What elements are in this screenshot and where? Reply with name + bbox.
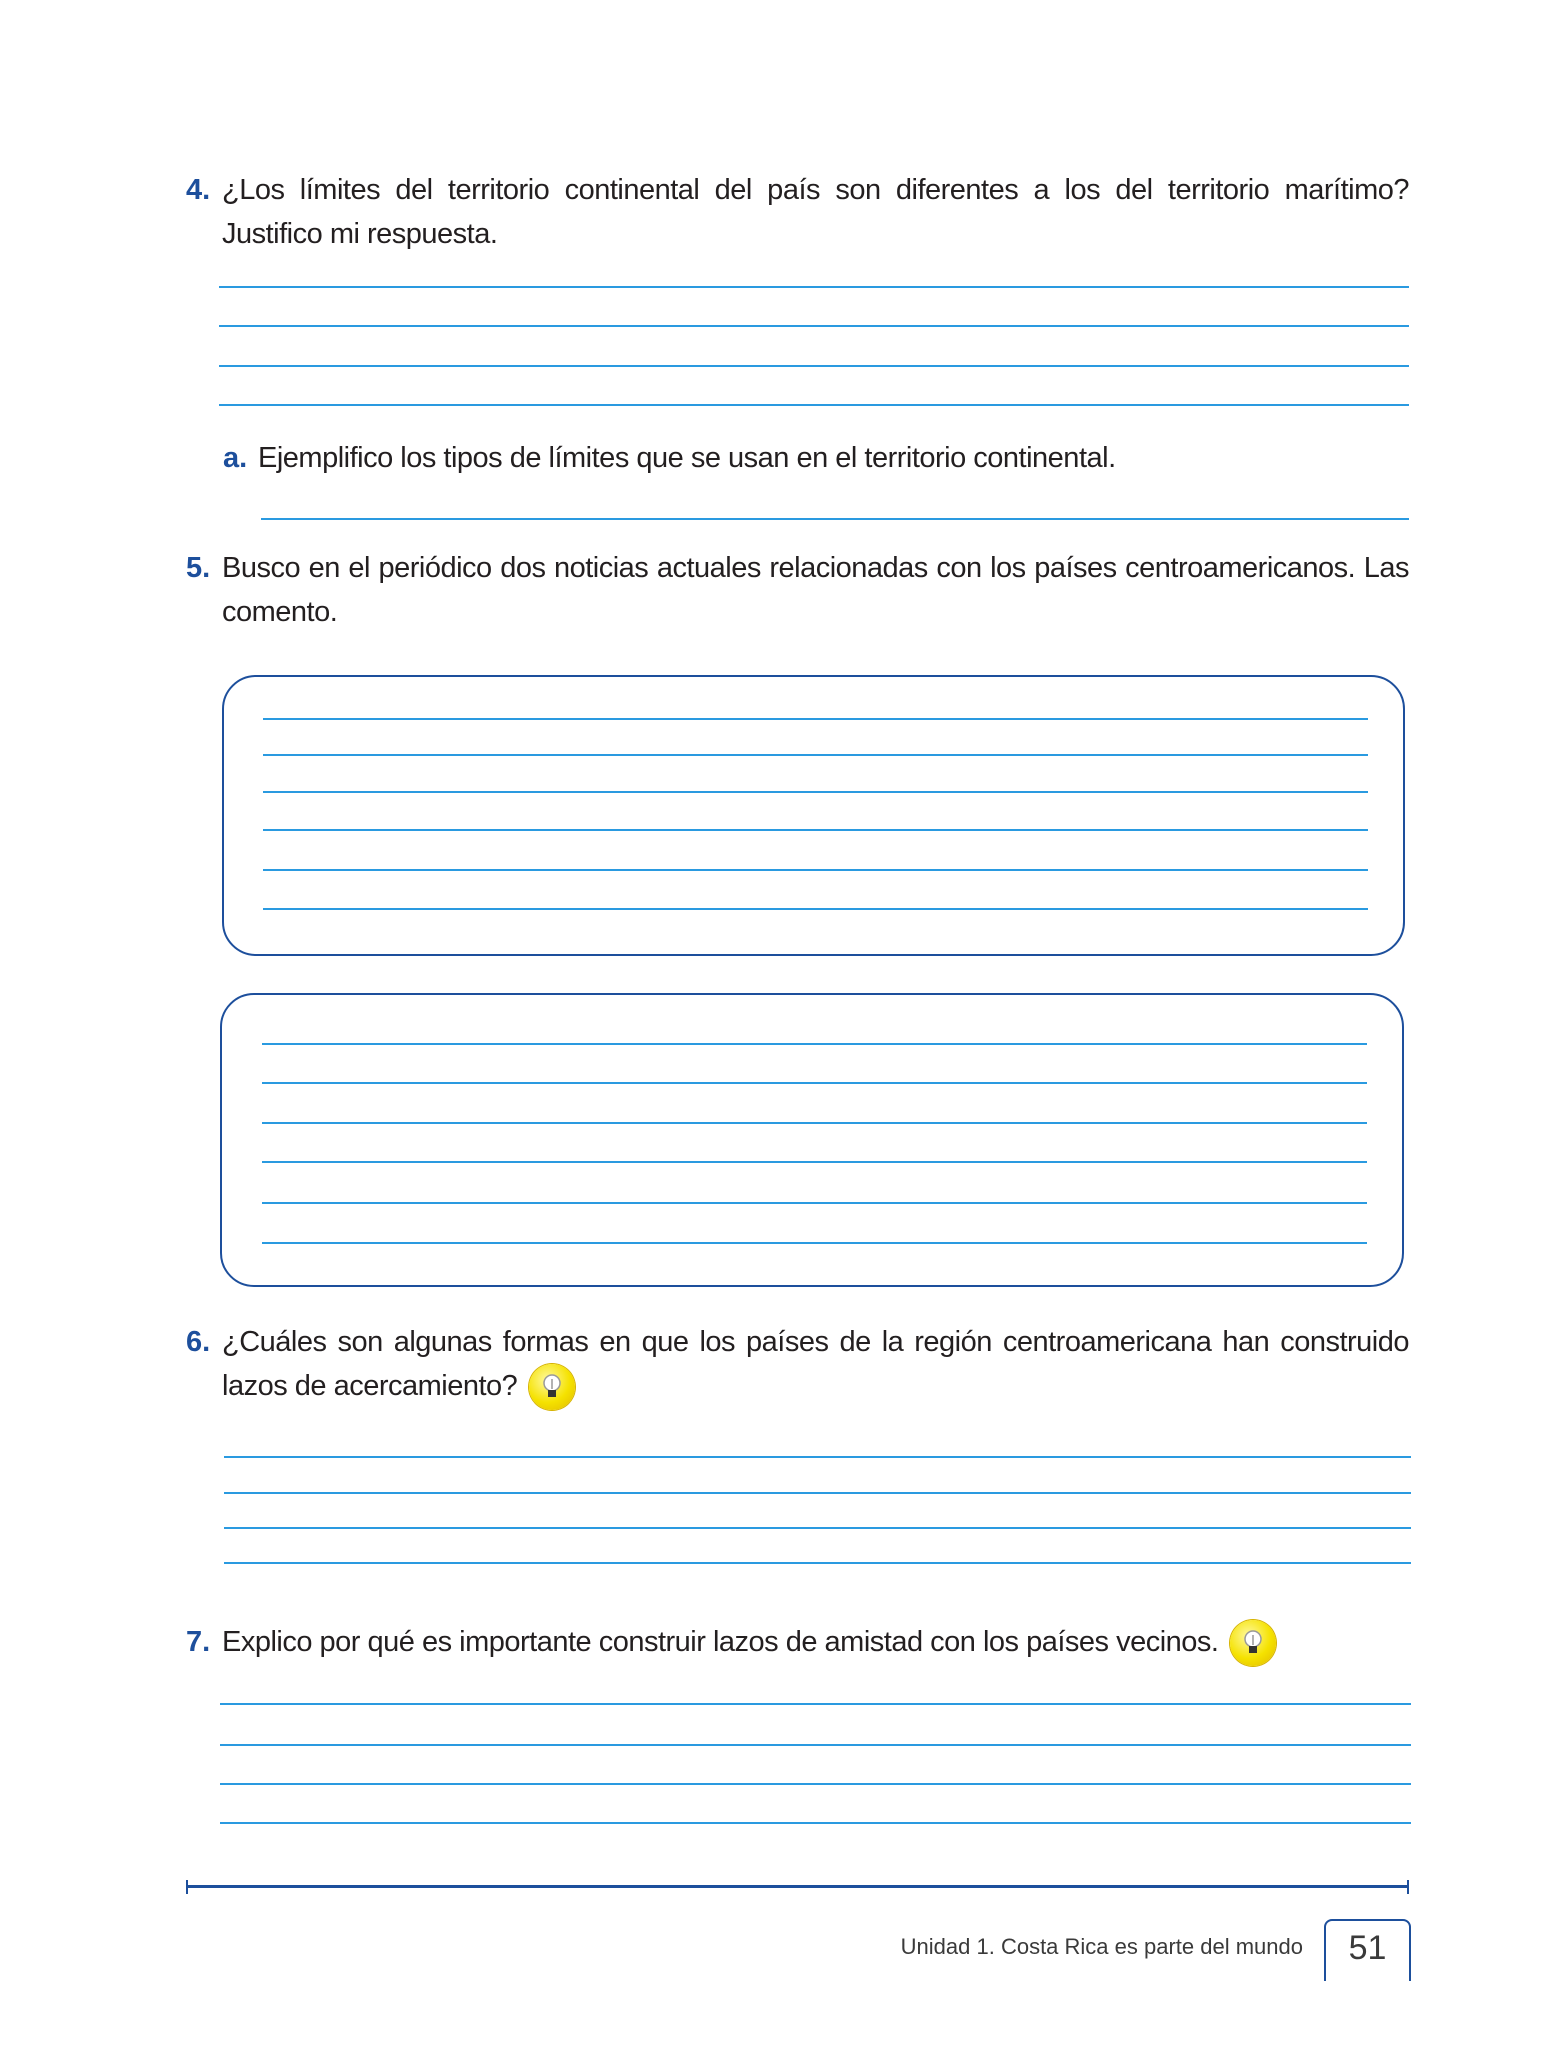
answer-line[interactable] (262, 1161, 1367, 1163)
lightbulb-icon (529, 1364, 575, 1410)
answer-line[interactable] (262, 1202, 1367, 1204)
answer-line[interactable] (220, 1783, 1411, 1785)
answer-line[interactable] (224, 1456, 1411, 1458)
question-5-number: 5. (186, 552, 211, 584)
divider-tick (186, 1880, 188, 1894)
question-6-text: ¿Cuáles son algunas formas en que los países de la región centroamericana han construido (222, 1326, 1409, 1358)
question-4a-text: Ejemplifico los tipos de límites que se usan en el territorio continental. (258, 442, 1116, 474)
question-7 (222, 1620, 1409, 1666)
question-5-text: Busco en el periódico dos noticias actuales relacionadas con los países centroamericanos. Las (222, 552, 1409, 584)
footer-divider (186, 1885, 1409, 1888)
question-7-number: 7. (186, 1626, 211, 1658)
question-7-text: Explico por qué es importante construir lazos de amistad con los países vecinos. (222, 1626, 1219, 1658)
unit-title: Unidad 1. Costa Rica es parte del mundo (900, 1934, 1303, 1959)
question-4a-letter: a. (223, 442, 248, 474)
question-5 (222, 546, 1409, 634)
divider-tick (1407, 1880, 1409, 1894)
question-6-text-2: lazos de acercamiento? (222, 1370, 518, 1402)
answer-line[interactable] (220, 1822, 1411, 1824)
answer-line[interactable] (219, 286, 1409, 288)
question-4-text-2: Justifico mi respuesta. (222, 218, 498, 250)
answer-line[interactable] (219, 404, 1409, 406)
answer-line[interactable] (263, 791, 1368, 793)
answer-line[interactable] (263, 869, 1368, 871)
answer-line[interactable] (263, 718, 1368, 720)
answer-line[interactable] (219, 325, 1409, 327)
question-4-number: 4. (186, 174, 211, 206)
answer-line[interactable] (262, 1082, 1367, 1084)
lightbulb-icon (1230, 1620, 1276, 1666)
question-6-number: 6. (186, 1326, 211, 1358)
question-4-text: ¿Los límites del territorio continental del país son diferentes a los del territorio marítimo? (222, 174, 1409, 206)
answer-line[interactable] (224, 1492, 1411, 1494)
answer-line[interactable] (261, 518, 1409, 520)
answer-line[interactable] (224, 1562, 1411, 1564)
answer-line[interactable] (263, 754, 1368, 756)
answer-line[interactable] (262, 1122, 1367, 1124)
question-4 (222, 168, 1409, 256)
answer-line[interactable] (220, 1744, 1411, 1746)
page-number: 51 (1324, 1919, 1411, 1981)
answer-line[interactable] (224, 1527, 1411, 1529)
answer-line[interactable] (262, 1043, 1367, 1045)
answer-line[interactable] (263, 908, 1368, 910)
answer-line[interactable] (219, 365, 1409, 367)
answer-line[interactable] (262, 1242, 1367, 1244)
answer-line[interactable] (263, 829, 1368, 831)
question-6 (222, 1320, 1409, 1410)
question-5-text-2: comento. (222, 596, 338, 628)
answer-line[interactable] (220, 1703, 1411, 1705)
